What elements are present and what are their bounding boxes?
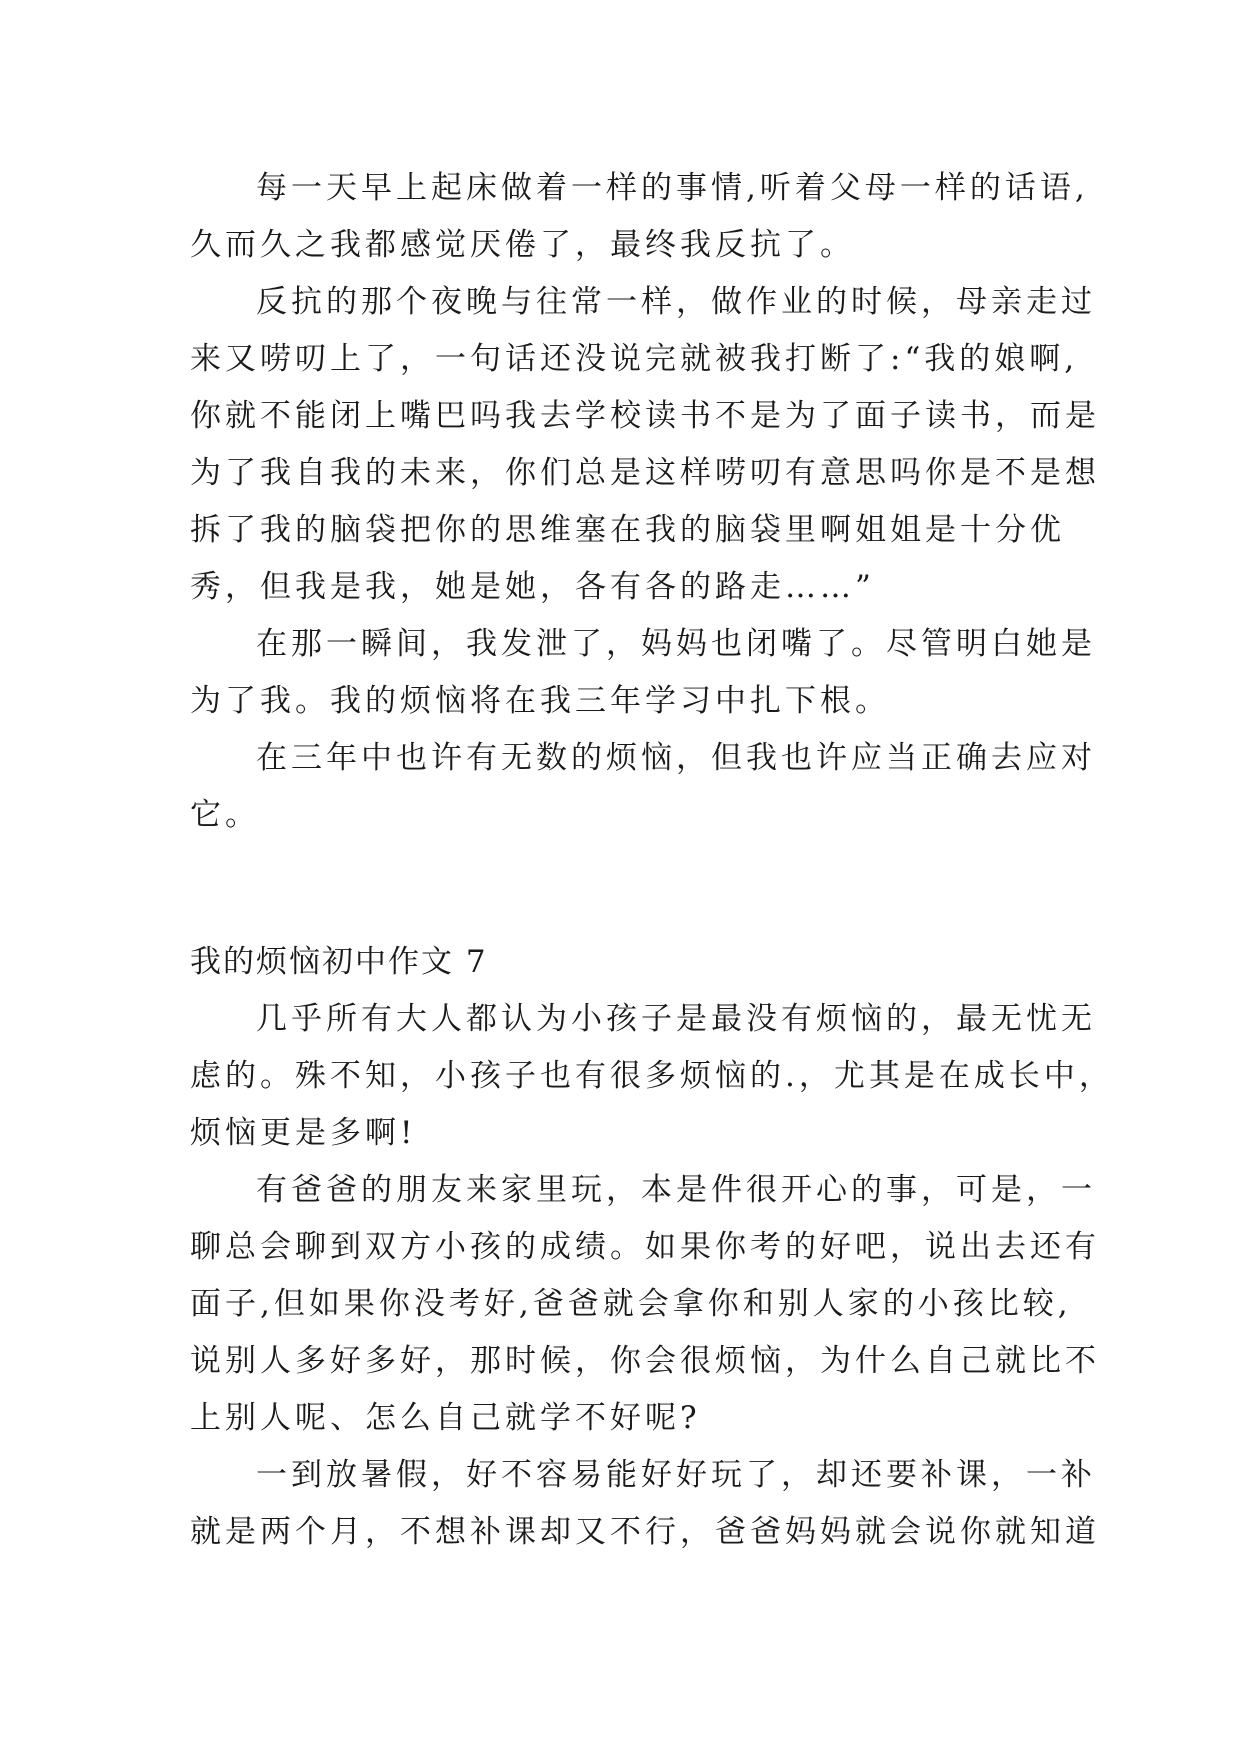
paragraph [190,616,1096,730]
text-line: 在那一瞬间，我发泄了，妈妈也闭嘴了。尽管明白她是 [256,626,1096,662]
text-line: 每一天早上起床做着一样的事情,听着父母一样的话语, [256,170,1089,206]
text-line: 虑的。殊不知，小孩子也有很多烦恼的.，尤其是在成长中， [190,1058,1114,1094]
paragraph [190,991,1114,1162]
text-line: 聊总会聊到双方小孩的成绩。如果你考的好吧，说出去还有 [190,1229,1100,1265]
text-line: 就是两个月，不想补课却又不行，爸爸妈妈就会说你就知道 [190,1514,1100,1550]
document-body [190,160,1114,1561]
paragraph [190,160,1089,274]
text-line: 烦恼更是多啊! [190,1115,417,1151]
text-line: 有爸爸的朋友来家里玩，本是件很开心的事，可是，一 [256,1172,1096,1208]
paragraph [190,274,1100,616]
text-line: 说别人多好多好，那时候，你会很烦恼，为什么自己就比不 [190,1343,1100,1379]
section-heading: 我的烦恼初中作文 7 [190,944,488,980]
text-line: 一到放暑假，好不容易能好好玩了，却还要补课，一补 [256,1457,1096,1493]
text-line: 拆了我的脑袋把你的思维塞在我的脑袋里啊姐姐是十分优 [190,512,1065,548]
text-line: 它。 [190,797,260,833]
text-line: 秀，但我是我，她是她，各有各的路走……” [190,569,875,605]
text-line: 几乎所有大人都认为小孩子是最没有烦恼的，最无忧无 [256,1001,1096,1037]
section-spacer [190,844,1070,934]
text-line: 面子,但如果你没考好,爸爸就会拿你和别人家的小孩比较, [190,1286,1072,1322]
text-line: 你就不能闭上嘴巴吗我去学校读书不是为了面子读书，而是 [190,398,1100,434]
paragraph [190,1162,1100,1447]
text-line: 久而久之我都感觉厌倦了，最终我反抗了。 [190,227,855,263]
paragraph [190,1447,1100,1561]
text-line: 为了我自我的未来，你们总是这样唠叨有意思吗你是不是想 [190,455,1100,491]
text-line: 来又唠叨上了，一句话还没说完就被我打断了:“我的娘啊, [190,341,1079,377]
text-line: 上别人呢、怎么自己就学不好呢? [190,1400,701,1436]
text-line: 在三年中也许有无数的烦恼，但我也许应当正确去应对 [256,740,1096,776]
text-line: 反抗的那个夜晚与往常一样，做作业的时候，母亲走过 [256,284,1096,320]
text-line: 为了我。我的烦恼将在我三年学习中扎下根。 [190,683,890,719]
paragraph [190,730,1096,844]
